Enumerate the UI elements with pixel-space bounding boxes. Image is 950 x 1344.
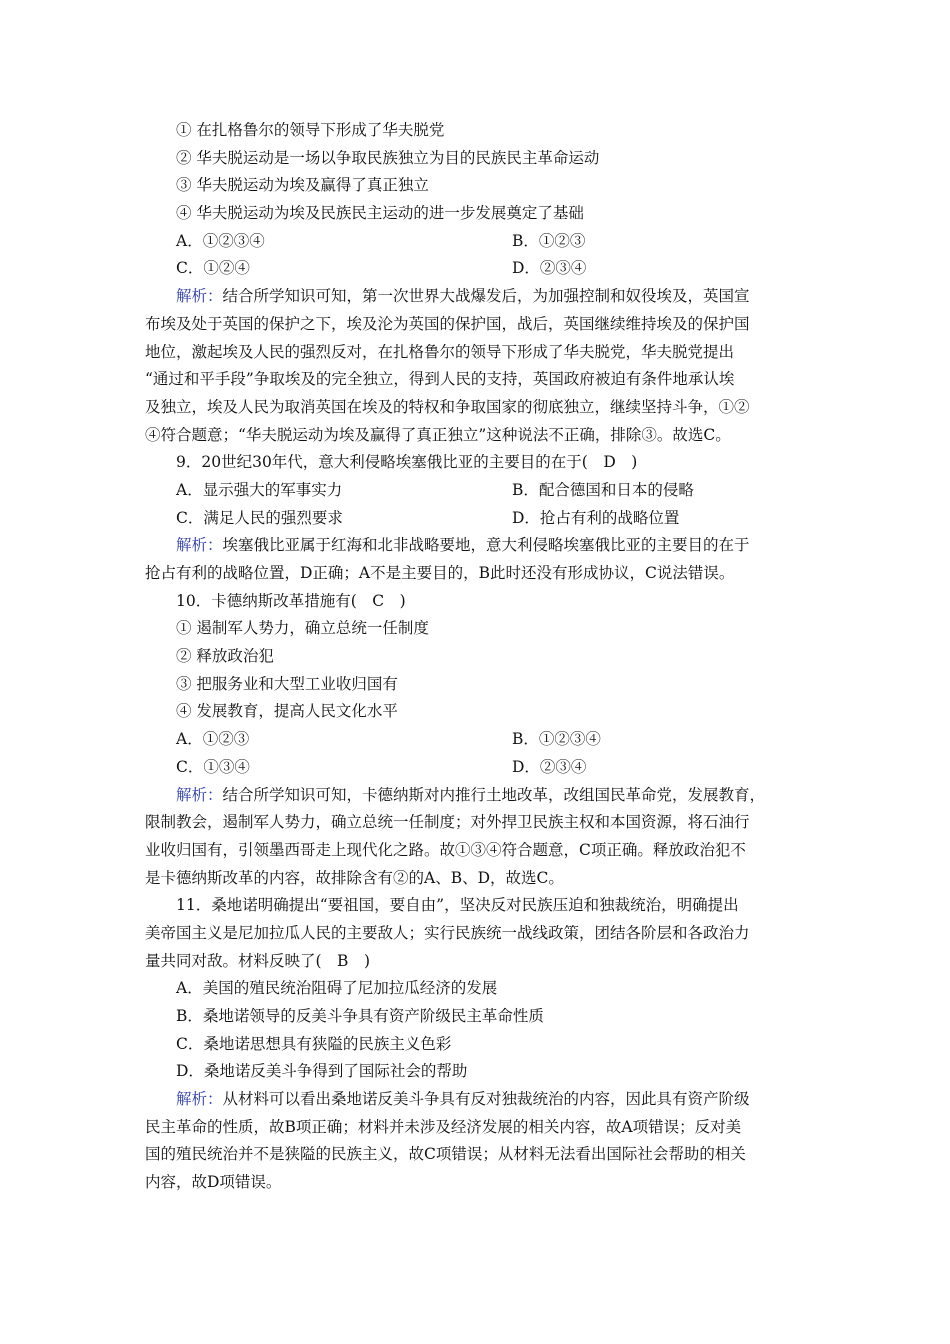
analysis-text: 埃塞俄比亚属于红海和北非战略要地，意大利侵略埃塞俄比亚的主要目的在于: [222, 536, 750, 555]
analysis-line: 抢占有利的战略位置，D正确；A不是主要目的，B此时还没有形成协议，C说法错误。: [145, 564, 735, 582]
statement-item: ① 在扎格鲁尔的领导下形成了华夫脱党: [176, 121, 445, 139]
option-a: A．①②③④: [176, 231, 265, 250]
option-b: B．①②③④: [512, 730, 601, 749]
analysis-label: 解析：: [176, 536, 223, 555]
question-stem: 11．桑地诺明确提出“要祖国，要自由”，坚决反对民族压迫和独裁统治，明确提出: [176, 896, 739, 915]
statement-item: ④ 发展教育，提高人民文化水平: [176, 702, 398, 721]
analysis-line: [145, 283, 817, 311]
analysis-line: 业收归国有，引领墨西哥走上现代化之路。故①③④符合题意，C项正确。释放政治犯不: [145, 840, 746, 859]
question-stem: 量共同对敌。材料反映了( B ): [145, 951, 370, 970]
analysis-text: 结合所学知识可知，第一次世界大战爆发后，为加强控制和奴役埃及，英国宣: [222, 287, 750, 306]
option-b: B．桑地诺领导的反美斗争具有资产阶级民主革命性质: [176, 1007, 544, 1025]
analysis-block: [145, 782, 817, 893]
analysis-line: 国的殖民统治并不是狭隘的民族主义，故C项错误；从材料无法看出国际社会帮助的相关: [145, 1145, 746, 1164]
analysis-block: [145, 532, 817, 587]
options-row: [145, 255, 817, 283]
analysis-line: [145, 532, 817, 560]
option-c: C．①②④: [176, 259, 250, 278]
option-b: B．配合德国和日本的侵略: [512, 480, 694, 499]
question-stem: 10．卡德纳斯改革措施有( C ): [176, 591, 406, 610]
statement-item: ① 遏制军人势力，确立总统一任制度: [176, 619, 429, 638]
analysis-line: [145, 1086, 817, 1114]
options-row: [145, 477, 817, 505]
question-stem: 9．20世纪30年代，意大利侵略埃塞俄比亚的主要目的在于( D ): [176, 453, 638, 472]
option-c: C．桑地诺思想具有狭隘的民族主义色彩: [176, 1034, 452, 1053]
option-d: D．抢占有利的战略位置: [512, 508, 680, 527]
question-10: [145, 588, 817, 893]
analysis-line: 民主革命的性质，故B项正确；材料并未涉及经济发展的相关内容，故A项错误；反对美: [145, 1117, 742, 1136]
question-9: [145, 449, 817, 587]
option-a: A．显示强大的军事实力: [176, 480, 343, 499]
question-11: [145, 892, 817, 1197]
analysis-line: “通过和平手段”争取埃及的完全独立，得到人民的支持，英国政府被迫有条件地承认埃: [145, 370, 735, 389]
analysis-label: 解析：: [176, 785, 223, 804]
statement-item: ③ 把服务业和大型工业收归国有: [176, 674, 398, 693]
analysis-line: 及独立，埃及人民为取消英国在埃及的特权和争取国家的彻底独立，继续坚持斗争，①②: [145, 397, 750, 416]
analysis-line: 内容，故D项错误。: [145, 1173, 282, 1192]
option-a: A．美国的殖民统治阻碍了尼加拉瓜经济的发展: [176, 979, 498, 998]
options-row: [145, 505, 817, 533]
analysis-line: 限制教会，遏制军人势力，确立总统一任制度；对外捍卫民族主权和本国资源，将石油行: [145, 813, 750, 832]
analysis-block: [145, 1086, 817, 1197]
option-d: D．②③④: [512, 259, 587, 278]
question-stem: 美帝国主义是尼加拉瓜人民的主要敌人；实行民族统一战线政策，团结各阶层和各政治力: [145, 923, 750, 942]
option-c: C．满足人民的强烈要求: [176, 508, 343, 527]
analysis-line: 布埃及处于英国的保护之下，埃及沦为英国的保护国，战后，英国继续维持埃及的保护国: [145, 314, 750, 333]
option-c: C．①③④: [176, 757, 250, 776]
option-d: D．②③④: [512, 757, 587, 776]
question-8-tail: [145, 117, 817, 449]
analysis-line: 地位，激起埃及人民的强烈反对，在扎格鲁尔的领导下形成了华夫脱党，华夫脱党提出: [145, 342, 735, 361]
analysis-block: [145, 283, 817, 449]
options-row: [145, 228, 817, 256]
option-b: B．①②③: [512, 231, 586, 250]
analysis-label: 解析：: [176, 287, 223, 306]
statement-item: ④ 华夫脱运动为埃及民族民主运动的进一步发展奠定了基础: [176, 204, 584, 223]
statement-item: ② 释放政治犯: [176, 647, 274, 666]
options-row: [145, 726, 817, 754]
options-row: [145, 754, 817, 782]
analysis-line: 是卡德纳斯改革的内容，故排除含有②的A、B、D，故选C。: [145, 868, 564, 887]
analysis-line: [145, 782, 817, 810]
analysis-label: 解析：: [176, 1090, 223, 1109]
statement-item: ③ 华夫脱运动为埃及赢得了真正独立: [176, 176, 429, 195]
option-d: D．桑地诺反美斗争得到了国际社会的帮助: [176, 1062, 468, 1081]
page-content: [145, 117, 817, 1197]
statement-item: ② 华夫脱运动是一场以争取民族独立为目的民族民主革命运动: [176, 148, 600, 167]
analysis-line: ④符合题意；“华夫脱运动为埃及赢得了真正独立”这种说法不正确，排除③。故选C。: [145, 425, 731, 444]
analysis-text: 结合所学知识可知，卡德纳斯对内推行土地改革，改组国民革命党，发展教育，: [222, 785, 766, 804]
option-a: A．①②③: [176, 730, 250, 749]
analysis-text: 从材料可以看出桑地诺反美斗争具有反对独裁统治的内容，因此具有资产阶级: [222, 1090, 750, 1109]
